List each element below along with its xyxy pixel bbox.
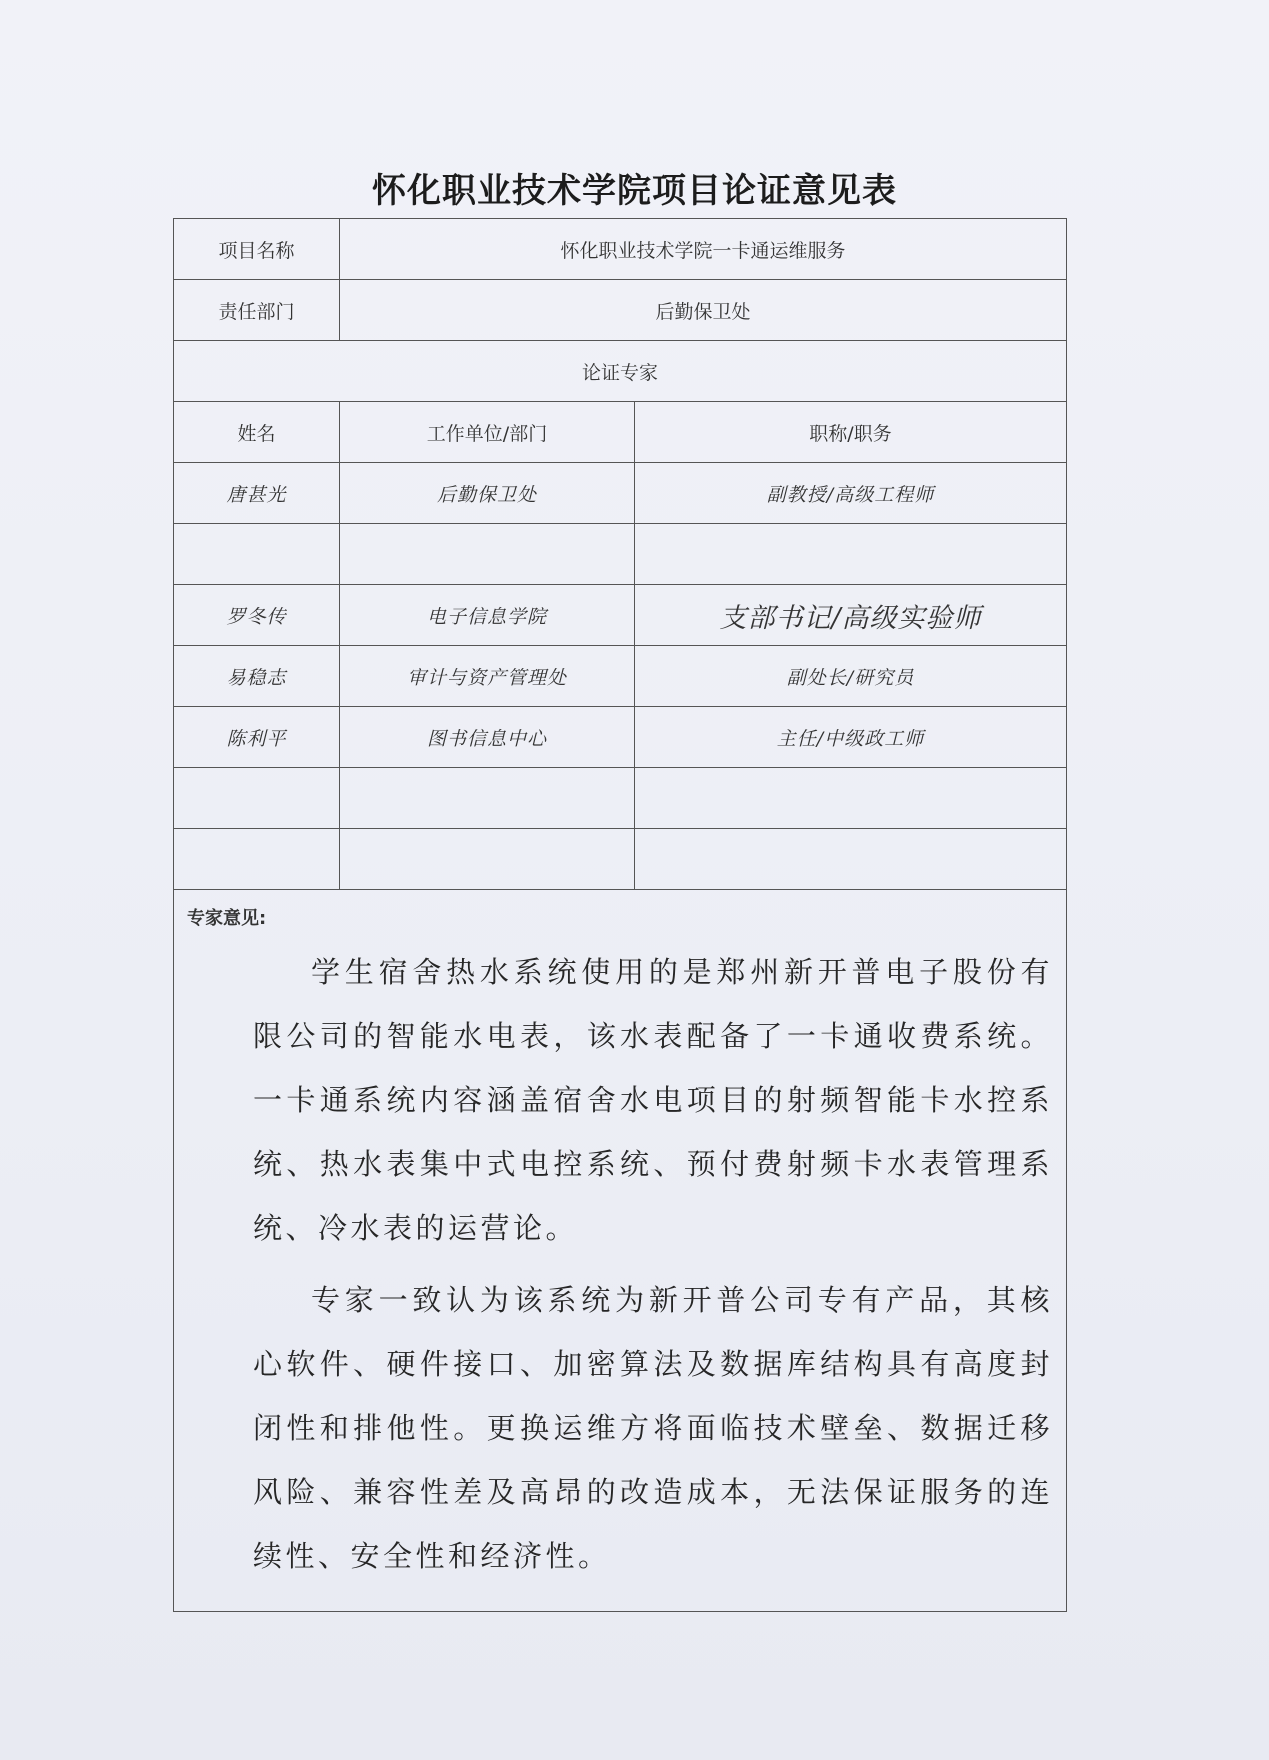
expert-unit: 图书信息中心 [340, 707, 635, 768]
project-name-value: 怀化职业技术学院一卡通运维服务 [340, 219, 1067, 280]
expert-row [174, 524, 1067, 585]
expert-name: 易稳志 [174, 646, 340, 707]
opinion-paragraph: 学生宿舍热水系统使用的是郑州新开普电子股份有限公司的智能水电表，该水表配备了一卡通收费系统。一卡通系统内容涵盖宿舍水电项目的射频智能卡水控系统、热水表集中式电控系统、预付费射频卡水表管理系统、冷水表的运营论。 [253, 955, 1053, 1245]
opinion-body [253, 940, 1053, 1588]
expert-name [174, 768, 340, 829]
col-header-name: 姓名 [174, 402, 340, 463]
department-label: 责任部门 [174, 280, 340, 341]
expert-unit [340, 829, 635, 890]
expert-title [635, 524, 1067, 585]
expert-unit: 审计与资产管理处 [340, 646, 635, 707]
expert-row [174, 463, 1067, 524]
expert-row [174, 829, 1067, 890]
expert-title: 副教授/高级工程师 [635, 463, 1067, 524]
evaluation-form-table [173, 218, 1067, 1612]
expert-name: 陈利平 [174, 707, 340, 768]
department-value: 后勤保卫处 [340, 280, 1067, 341]
expert-name: 罗冬传 [174, 585, 340, 646]
expert-row [174, 768, 1067, 829]
opinion-paragraph: 专家一致认为该系统为新开普公司专有产品，其核心软件、硬件接口、加密算法及数据库结构具有高度封闭性和排他性。更换运维方将面临技术壁垒、数据迁移风险、兼容性差及高昂的改造成本，无法保证服务的连续性、安全性和经济性。 [253, 1283, 1053, 1573]
col-header-unit: 工作单位/部门 [340, 402, 635, 463]
expert-name: 唐甚光 [174, 463, 340, 524]
project-name-row [174, 219, 1067, 280]
experts-section-row [174, 341, 1067, 402]
expert-row [174, 646, 1067, 707]
expert-unit: 后勤保卫处 [340, 463, 635, 524]
expert-name [174, 524, 340, 585]
expert-row [174, 707, 1067, 768]
expert-title [635, 768, 1067, 829]
opinion-row [174, 890, 1067, 1612]
expert-unit: 电子信息学院 [340, 585, 635, 646]
experts-section-label: 论证专家 [174, 341, 1067, 402]
expert-title [635, 829, 1067, 890]
expert-title: 主任/中级政工师 [635, 707, 1067, 768]
department-row [174, 280, 1067, 341]
expert-row [174, 585, 1067, 646]
expert-name [174, 829, 340, 890]
opinion-cell [174, 890, 1067, 1612]
form-title: 怀化职业技术学院项目论证意见表 [372, 171, 897, 211]
opinion-label: 专家意见: [187, 908, 267, 929]
expert-title: 副处长/研究员 [635, 646, 1067, 707]
experts-header-row [174, 402, 1067, 463]
project-name-label: 项目名称 [174, 219, 340, 280]
expert-title: 支部书记/高级实验师 [635, 585, 1067, 646]
expert-unit [340, 524, 635, 585]
col-header-title: 职称/职务 [635, 402, 1067, 463]
expert-unit [340, 768, 635, 829]
